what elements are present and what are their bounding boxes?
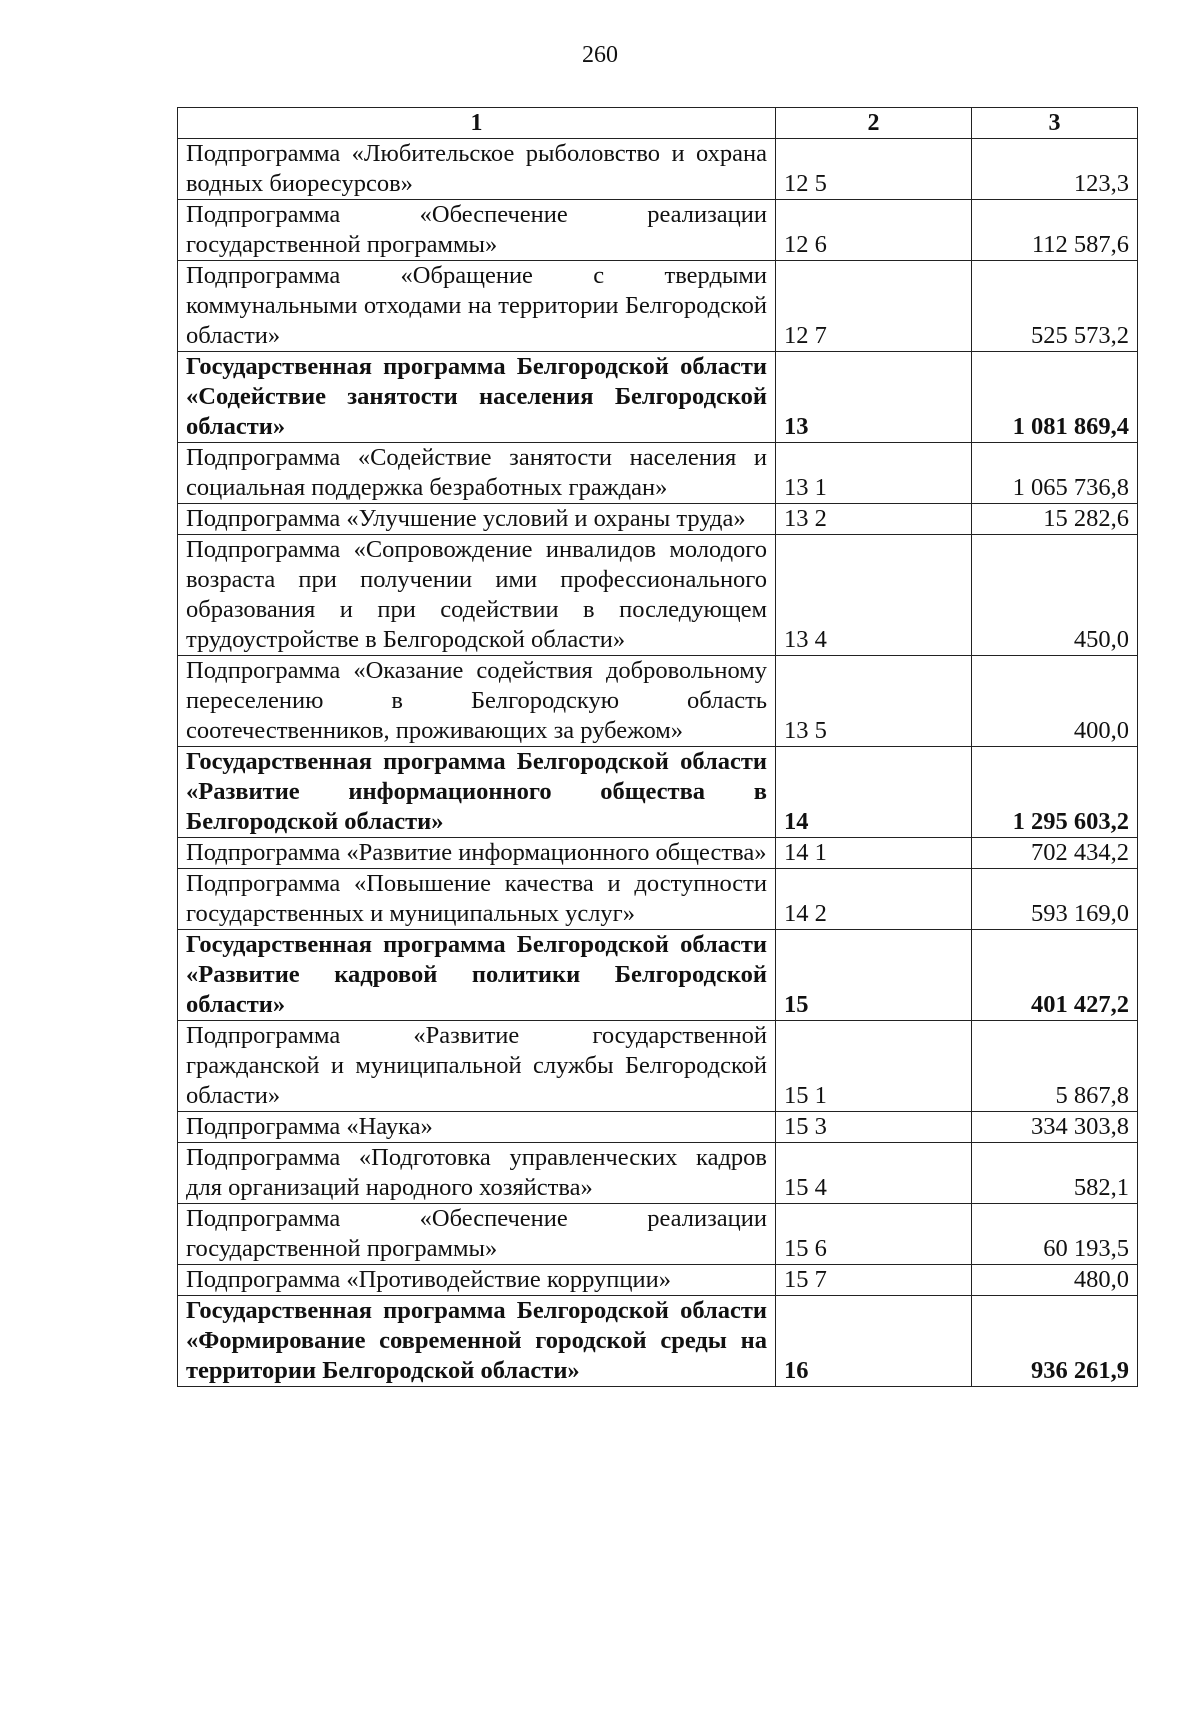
- row-amount-cell: 936 261,9: [972, 1296, 1138, 1387]
- program-row: [178, 352, 1138, 443]
- row-code-cell: 15: [776, 930, 972, 1021]
- row-code-cell: 13 5: [776, 656, 972, 747]
- row-amount-cell: 1 065 736,8: [972, 443, 1138, 504]
- row-code-cell: 15 7: [776, 1265, 972, 1296]
- row-code-cell: 13 2: [776, 504, 972, 535]
- subprogram-row: [178, 200, 1138, 261]
- subprogram-row: [178, 504, 1138, 535]
- table-body: [178, 139, 1138, 1387]
- row-amount-cell: 5 867,8: [972, 1021, 1138, 1112]
- row-amount-cell: 401 427,2: [972, 930, 1138, 1021]
- row-amount-cell: 400,0: [972, 656, 1138, 747]
- row-amount-cell: 593 169,0: [972, 869, 1138, 930]
- subprogram-row: [178, 535, 1138, 656]
- subprogram-row: [178, 1112, 1138, 1143]
- program-row: [178, 930, 1138, 1021]
- row-amount-cell: 582,1: [972, 1143, 1138, 1204]
- program-row: [178, 1296, 1138, 1387]
- program-row: [178, 747, 1138, 838]
- row-code-cell: 15 6: [776, 1204, 972, 1265]
- row-amount-cell: 702 434,2: [972, 838, 1138, 869]
- subprogram-row: [178, 838, 1138, 869]
- subprogram-row: [178, 139, 1138, 200]
- row-name-cell: Государственная программа Белгородской области «Формирование современной городской среды на территории Белгородской области»: [178, 1296, 776, 1387]
- subprogram-row: [178, 1143, 1138, 1204]
- table-header-row: [178, 108, 1138, 139]
- subprogram-row: [178, 869, 1138, 930]
- row-name-cell: Подпрограмма «Сопровождение инвалидов молодого возраста при получении ими профессионального образования и при содействии в последующем трудоустройстве в Белгородской области»: [178, 535, 776, 656]
- row-code-cell: 15 4: [776, 1143, 972, 1204]
- row-name-cell: Подпрограмма «Улучшение условий и охраны труда»: [178, 504, 776, 535]
- row-name-cell: Подпрограмма «Содействие занятости населения и социальная поддержка безработных граждан»: [178, 443, 776, 504]
- subprogram-row: [178, 261, 1138, 352]
- row-code-cell: 12 6: [776, 200, 972, 261]
- row-name-cell: Государственная программа Белгородской области «Развитие информационного общества в Белгородской области»: [178, 747, 776, 838]
- page-number: 260: [582, 42, 618, 68]
- row-amount-cell: 15 282,6: [972, 504, 1138, 535]
- row-name-cell: Подпрограмма «Наука»: [178, 1112, 776, 1143]
- row-name-cell: Подпрограмма «Развитие государственной гражданской и муниципальной службы Белгородской области»: [178, 1021, 776, 1112]
- row-code-cell: 14 1: [776, 838, 972, 869]
- subprogram-row: [178, 656, 1138, 747]
- row-amount-cell: 480,0: [972, 1265, 1138, 1296]
- row-amount-cell: 450,0: [972, 535, 1138, 656]
- row-name-cell: Государственная программа Белгородской области «Содействие занятости населения Белгородской области»: [178, 352, 776, 443]
- row-code-cell: 13 1: [776, 443, 972, 504]
- row-amount-cell: 1 081 869,4: [972, 352, 1138, 443]
- row-code-cell: 12 7: [776, 261, 972, 352]
- row-code-cell: 16: [776, 1296, 972, 1387]
- row-name-cell: Подпрограмма «Противодействие коррупции»: [178, 1265, 776, 1296]
- budget-table: [177, 107, 1138, 1387]
- row-name-cell: Государственная программа Белгородской области «Развитие кадровой политики Белгородской области»: [178, 930, 776, 1021]
- column-header: 3: [972, 108, 1138, 139]
- row-amount-cell: 112 587,6: [972, 200, 1138, 261]
- row-amount-cell: 525 573,2: [972, 261, 1138, 352]
- subprogram-row: [178, 443, 1138, 504]
- row-name-cell: Подпрограмма «Развитие информационного общества»: [178, 838, 776, 869]
- row-name-cell: Подпрограмма «Обращение с твердыми коммунальными отходами на территории Белгородской области»: [178, 261, 776, 352]
- row-amount-cell: 123,3: [972, 139, 1138, 200]
- row-name-cell: Подпрограмма «Повышение качества и доступности государственных и муниципальных услуг»: [178, 869, 776, 930]
- row-amount-cell: 60 193,5: [972, 1204, 1138, 1265]
- row-name-cell: Подпрограмма «Подготовка управленческих кадров для организаций народного хозяйства»: [178, 1143, 776, 1204]
- row-code-cell: 14 2: [776, 869, 972, 930]
- subprogram-row: [178, 1265, 1138, 1296]
- row-code-cell: 14: [776, 747, 972, 838]
- row-code-cell: 15 3: [776, 1112, 972, 1143]
- row-amount-cell: 1 295 603,2: [972, 747, 1138, 838]
- row-name-cell: Подпрограмма «Обеспечение реализации государственной программы»: [178, 200, 776, 261]
- row-code-cell: 15 1: [776, 1021, 972, 1112]
- row-code-cell: 13 4: [776, 535, 972, 656]
- row-amount-cell: 334 303,8: [972, 1112, 1138, 1143]
- column-header: 2: [776, 108, 972, 139]
- row-name-cell: Подпрограмма «Обеспечение реализации государственной программы»: [178, 1204, 776, 1265]
- subprogram-row: [178, 1021, 1138, 1112]
- row-name-cell: Подпрограмма «Любительское рыболовство и охрана водных биоресурсов»: [178, 139, 776, 200]
- row-code-cell: 12 5: [776, 139, 972, 200]
- row-code-cell: 13: [776, 352, 972, 443]
- subprogram-row: [178, 1204, 1138, 1265]
- row-name-cell: Подпрограмма «Оказание содействия добровольному переселению в Белгородскую область соотечественников, проживающих за рубежом»: [178, 656, 776, 747]
- column-header: 1: [178, 108, 776, 139]
